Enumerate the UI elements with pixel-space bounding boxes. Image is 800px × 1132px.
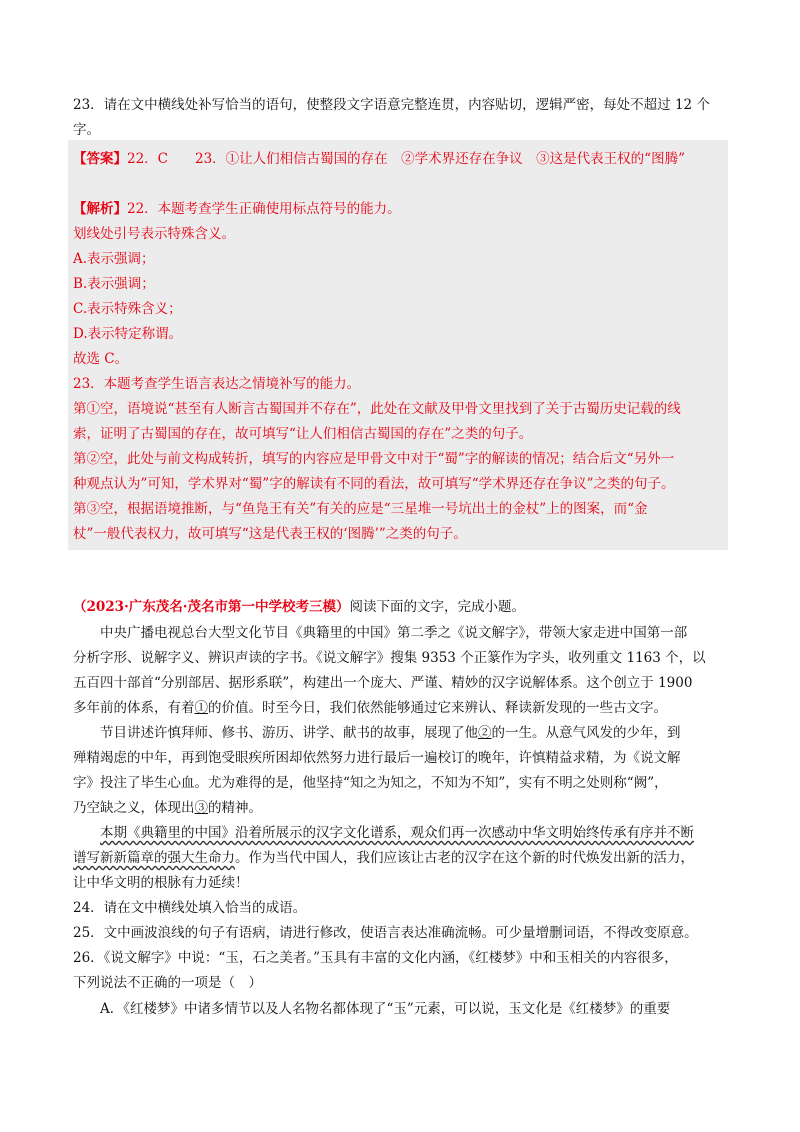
passage-p2-line1 bbox=[100, 724, 681, 742]
wavy-sentence: 本期《典籍里的中国》沿着所展示的汉字文化谱系，观众们再一次感动中华文明始终传承有序并不断 bbox=[100, 825, 694, 841]
analysis-line11: 第②空，此处与前文构成转折，填写的内容应是甲骨文中对于“蜀”字的解读的情况；结合后文“另外一 bbox=[73, 451, 675, 467]
analysis-line13: 第③空，根据语境推断，与“鱼凫王有关”有关的应是“三星堆一号坑出土的金杖”上的图案，而“金 bbox=[73, 501, 648, 517]
q23-line1: 23．请在文中横线处补写恰当的语句，使整段文字语意完整连贯，内容贴切，逻辑严密，每处不超过 12 个 bbox=[73, 97, 710, 113]
analysis-line8: 23．本题考查学生语言表达之情境补写的能力。 bbox=[73, 376, 361, 392]
passage-text: 乃空缺之义，体现出 bbox=[73, 800, 195, 816]
answer-text: 22．C 23．①让人们相信古蜀国的存在 ②学术界还存在争议 ③这是代表王权的“图腾” bbox=[127, 151, 685, 167]
passage-text: 的一生。从意气风发的少年，到 bbox=[491, 725, 681, 741]
analysis-line9: 第①空，语境说“甚至有人断言古蜀国并不存在”，此处在文献及甲骨文里找到了关于古蜀历史记载的线 bbox=[73, 401, 681, 417]
passage-instruction: 阅读下面的文字，完成小题。 bbox=[349, 599, 525, 615]
analysis-line5: C.表示特殊含义； bbox=[73, 301, 182, 317]
analysis-line12: 种观点认为”可知，学术界对“蜀”字的解读有不同的看法，故可填写“学术界还存在争议”之类的句子。 bbox=[73, 476, 675, 492]
analysis-line2: 划线处引号表示特殊含义。 bbox=[73, 226, 235, 242]
analysis-line10: 索，证明了古蜀国的存在，故可填写“让人们相信古蜀国的存在”之类的句子。 bbox=[73, 426, 533, 442]
analysis-label: 【解析】 bbox=[73, 201, 127, 217]
question-26-line2: 下列说法不正确的一项是（ ） bbox=[73, 975, 262, 991]
analysis-line1 bbox=[73, 200, 401, 218]
q23-line2: 字。 bbox=[73, 122, 100, 138]
passage-p3-line2 bbox=[73, 849, 694, 867]
passage-p2-line2: 殚精竭虑的中年，再到饱受眼疾所困却依然努力进行最后一遍校订的晚年，许慎精益求精，为《说文解 bbox=[73, 750, 681, 766]
question-25: 25．文中画波浪线的句子有语病，请进行修改，使语言表达准确流畅。可少量增删词语，不得改变原意。 bbox=[73, 925, 698, 941]
answer-line bbox=[73, 150, 685, 168]
passage-p1-line4 bbox=[73, 699, 667, 717]
passage-text: 多年前的体系，有着 bbox=[73, 700, 195, 716]
blank-2: ② bbox=[478, 725, 492, 741]
answer-label: 【答案】 bbox=[73, 151, 127, 167]
wavy-sentence-end: 谱写新新篇章的强大生命力 bbox=[73, 850, 235, 866]
question-26-line1: 26．《说文解字》中说：“玉，石之美者。”玉具有丰富的文化内涵，《红楼梦》中和玉相关的内容很多， bbox=[73, 950, 678, 966]
passage-text: 节目讲述许慎拜师、修书、游历、讲学、献书的故事，展现了他 bbox=[100, 725, 478, 741]
analysis-text: 22．本题考查学生正确使用标点符号的能力。 bbox=[127, 201, 401, 217]
analysis-line6: D.表示特定称谓。 bbox=[73, 326, 183, 342]
passage-text: 。作为当代中国人，我们应该让古老的汉字在这个新的时代焕发出新的活力， bbox=[235, 850, 694, 866]
passage-p2-line3: 字》投注了毕生心血。尤为难得的是，他坚持“知之为知之，不知为不知”，实有不明之处则称“阙”， bbox=[73, 775, 668, 791]
question-24: 24．请在文中横线处填入恰当的成语。 bbox=[73, 900, 307, 916]
passage-header bbox=[73, 598, 525, 616]
analysis-line4: B.表示强调； bbox=[73, 276, 155, 292]
blank-3: ③ bbox=[194, 800, 208, 816]
blank-1: ① bbox=[194, 700, 208, 716]
passage-p1-line2: 分析字形、说解字义、辨识声读的字书。《说文解字》搜集 9353 个正篆作为字头，收列重文 1163 个，以 bbox=[73, 650, 706, 666]
option-a: A．《红楼梦》中诸多情节以及人名物名都体现了“玉”元素，可以说，玉文化是《红楼梦》的重要 bbox=[100, 1001, 671, 1017]
passage-p2-line4 bbox=[73, 799, 262, 817]
analysis-line7: 故选 C。 bbox=[73, 351, 129, 367]
passage-text: 的精神。 bbox=[208, 800, 262, 816]
passage-p3-line3: 让中华文明的根脉有力延续！ bbox=[73, 875, 249, 891]
passage-source: （2023·广东茂名·茂名市第一中学校考三模） bbox=[73, 599, 350, 615]
analysis-line3: A.表示强调； bbox=[73, 251, 155, 267]
passage-p1-line1: 中央广播电视总台大型文化节目《典籍里的中国》第二季之《说文解字》，带领大家走进中国第一部 bbox=[100, 625, 688, 641]
passage-p1-line3: 五百四十部首“分别部居、据形系联”，构建出一个庞大、严谨、精妙的汉字说解体系。这个创立于 1900 bbox=[73, 675, 693, 691]
analysis-line14: 杖”一般代表权力，故可填写“这是代表王权的‘图腾’”之类的句子。 bbox=[73, 526, 467, 542]
passage-text: 的价值。时至今日，我们依然能够通过它来辨认、释读新发现的一些古文字。 bbox=[208, 700, 667, 716]
passage-p3-line1 bbox=[100, 824, 694, 842]
